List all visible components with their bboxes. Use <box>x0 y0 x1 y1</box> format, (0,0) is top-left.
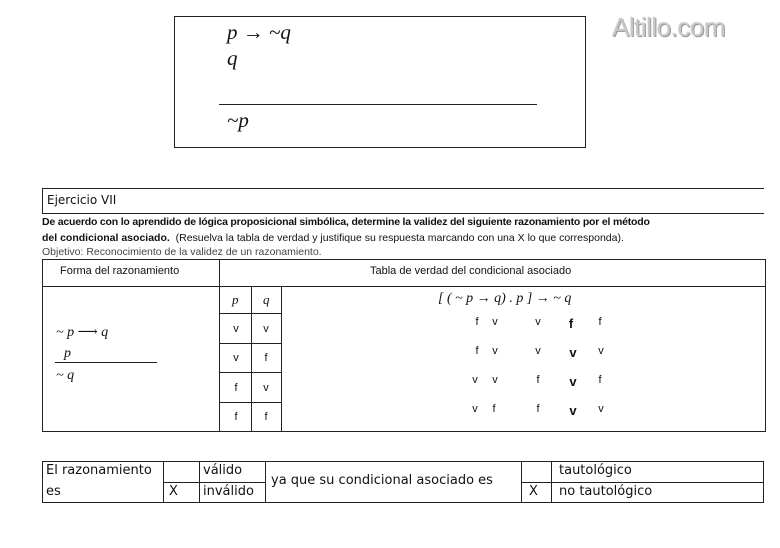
cell-q: f <box>264 411 268 423</box>
option-not-tautological: no tautológico <box>559 484 653 499</box>
cell-not-q: f <box>598 374 602 386</box>
cell-not-q: f <box>598 316 602 328</box>
option-tautological: tautológico <box>559 463 632 478</box>
cell-q: f <box>264 352 268 364</box>
top-premise-2: q <box>227 46 238 70</box>
instruction-method: del condicional asociado. <box>42 232 170 244</box>
cell-q: v <box>263 382 269 394</box>
form-premise-2: p <box>64 346 71 361</box>
cell-conjunction: v <box>535 345 541 357</box>
cell-not-p: v <box>472 403 478 415</box>
cell-conjunction: v <box>535 316 541 328</box>
header-form: Forma del razonamiento <box>60 265 180 277</box>
instruction-detail: (Resuelva la tabla de verdad y justifique su respuesta marcando con una X lo que corresponda). <box>169 232 624 244</box>
cell-q: v <box>263 323 269 335</box>
option-valid: válido <box>203 463 243 478</box>
cell-main-connective: v <box>569 374 577 389</box>
conclusion-label-line-1: El razonamiento <box>46 463 152 478</box>
cell-implication: f <box>492 403 496 415</box>
conclusion-middle-text: ya que su condicional asociado es <box>271 473 493 488</box>
col-p: p <box>232 292 239 307</box>
mark-invalid: X <box>169 484 178 499</box>
form-conclusion: ~ q <box>56 368 75 383</box>
form-premise-1: ~ p ⟶ q <box>56 325 109 340</box>
cell-not-q: v <box>598 403 604 415</box>
cell-main-connective: v <box>569 345 577 360</box>
cell-not-q: v <box>598 345 604 357</box>
cell-main-connective: f <box>568 316 574 331</box>
objective: Objetivo: Reconocimiento de la validez de un razonamiento. <box>42 246 322 258</box>
conclusion-label-line-2: es <box>46 484 61 499</box>
cell-not-p: f <box>475 345 479 357</box>
associated-conditional-formula: [ ( ~ p → q) . p ] → ~ q <box>438 291 572 306</box>
top-premise-1: p → ~q <box>227 20 291 44</box>
top-argument-rule <box>219 104 537 105</box>
cell-p: f <box>234 411 238 423</box>
instruction-line-2 <box>42 232 624 244</box>
watermark: Altillo.com <box>612 12 725 42</box>
cell-implication: v <box>492 316 498 328</box>
top-conclusion: ~p <box>227 108 249 132</box>
option-invalid: inválido <box>203 484 254 499</box>
mark-not-tautological: X <box>529 484 538 499</box>
header-truth: Tabla de verdad del condicional asociado <box>370 265 572 277</box>
cell-implication: v <box>492 374 498 386</box>
cell-implication: v <box>492 345 498 357</box>
exercise-title-box <box>42 188 764 214</box>
cell-conjunction: f <box>536 374 540 386</box>
cell-p: v <box>233 323 239 335</box>
cell-not-p: v <box>472 374 478 386</box>
cell-p: f <box>234 382 238 394</box>
form-rule <box>55 362 157 363</box>
cell-p: v <box>233 352 239 364</box>
cell-main-connective: v <box>569 403 577 418</box>
instruction-line-1: De acuerdo con lo aprendido de lógica proposicional simbólica, determine la validez del siguiente razonamiento por el método <box>42 216 650 228</box>
cell-conjunction: f <box>536 403 540 415</box>
truth-table <box>42 259 766 432</box>
col-q: q <box>263 292 270 307</box>
exercise-title: Ejercicio VII <box>47 193 117 207</box>
cell-not-p: f <box>475 316 479 328</box>
